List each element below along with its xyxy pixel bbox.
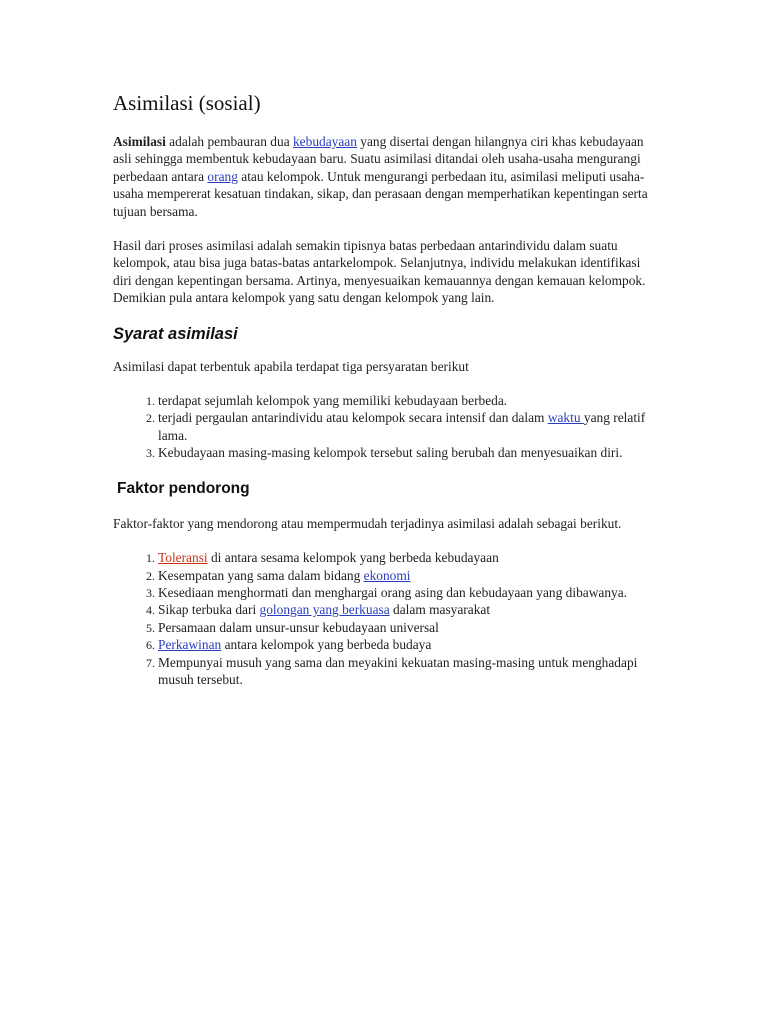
intro-term: Asimilasi [113,134,166,149]
link-ekonomi[interactable]: ekonomi [363,567,411,583]
result-paragraph: Hasil dari proses asimilasi adalah semakin tipisnya batas perbedaan antarindividu dalam suatu kelompok, atau bisa juga batas-batas antarkelompok. Selanjutnya, individu melakukan identifikasi diri dengan kepentingan bersama. Artinya, menyesuaikan kemauannya dengan kemauan kelompok. Demikian pula antara kelompok yang satu dengan kelompok yang lain. [113,238,646,306]
faktor-item-6-post: antara kelompok yang berbeda budaya [221,637,432,653]
faktor-item-7 [158,654,658,689]
faktor-intro: Faktor-faktor yang mendorong atau mempermudah terjadinya asimilasi adalah sebagai berikut. [113,515,622,531]
syarat-item-2 [158,409,658,444]
link-perkawinan[interactable]: Perkawinan [158,637,222,653]
page-title: Asimilasi (sosial) [113,91,261,115]
intro-text-2: yang disertai dengan hilangnya ciri khas kebudayaan asli sehingga membentuk kebudayaan baru. Suatu asimilasi ditandai oleh usaha-usaha mengurangi perbedaan antara [113,134,644,184]
link-golongan-yang-berkuasa[interactable]: golongan yang berkuasa [259,602,390,618]
link-kebudayaan[interactable]: kebudayaan [292,134,357,149]
faktor-item-3-text: Kesediaan menghormati dan menghargai orang asing dan kebudayaan yang dibawanya. [158,584,628,600]
faktor-item-1-post: di antara sesama kelompok yang berbeda kebudayaan [207,550,499,566]
syarat-list [113,392,658,462]
document-page [113,90,658,705]
faktor-item-5-text: Persamaan dalam unsur-unsur kebudayaan universal [158,619,439,635]
faktor-list [113,549,658,688]
intro-paragraph [113,133,658,220]
faktor-item-2 [158,567,658,584]
faktor-item-7-text: Mempunyai musuh yang sama dan meyakini kekuatan masing-masing untuk menghadapi musuh tersebut. [158,654,638,687]
faktor-item-4 [158,601,658,618]
faktor-item-4-post: dalam masyarakat [389,602,491,618]
syarat-intro: Asimilasi dapat terbentuk apabila terdapat tiga persyaratan berikut [113,358,469,374]
syarat-item-1-text: terdapat sejumlah kelompok yang memiliki kebudayaan berbeda. [158,393,508,409]
faktor-item-1 [158,549,658,566]
faktor-item-4-pre: Sikap terbuka dari [158,602,260,618]
syarat-item-3 [158,444,658,461]
link-toleransi[interactable]: Toleransi [158,550,208,566]
intro-text-3: atau kelompok. Untuk mengurangi perbedaan itu, asimilasi meliputi usaha-usaha mempererat kesatuan tindakan, sikap, dan perasaan dengan memperhatikan kepentingan serta tujuan bersama. [113,168,648,219]
intro-text-1: adalah pembauran dua [165,134,293,149]
faktor-item-5 [158,619,658,636]
syarat-item-2-pre: terjadi pergaulan antarindividu atau kelompok secara intensif dan dalam [158,410,548,426]
faktor-item-3 [158,584,658,601]
syarat-item-3-text: Kebudayaan masing-masing kelompok tersebut saling berubah dan menyesuaikan diri. [158,445,623,461]
syarat-item-1 [158,392,658,409]
link-waktu[interactable]: waktu [547,410,584,426]
syarat-heading: Syarat asimilasi [113,324,238,343]
faktor-item-6 [158,636,658,653]
faktor-item-2-pre: Kesempatan yang sama dalam bidang [158,567,364,583]
link-orang[interactable]: orang [207,168,238,184]
faktor-heading: Faktor pendorong [117,479,250,497]
syarat-item-2-post: yang relatif lama. [158,410,646,443]
